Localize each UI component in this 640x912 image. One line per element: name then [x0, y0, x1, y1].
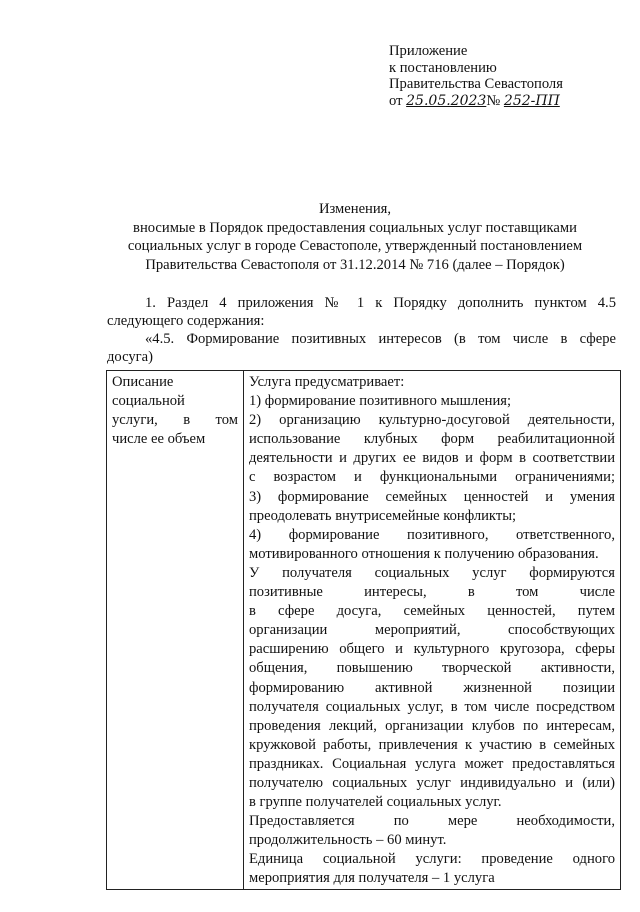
label-line-2: социальной	[112, 393, 185, 410]
paragraph-1	[107, 295, 616, 330]
text-line: использование клубных форм реабилитационной	[249, 431, 615, 448]
text-line: с возрастом и функциональными ограничениями;	[249, 469, 615, 486]
paragraph-2	[107, 331, 616, 366]
text-line: Услуга предусматривает:	[249, 374, 405, 390]
text-line: формированию активной жизненной позиции	[249, 679, 615, 696]
text-line: получателю социальных услуг индивидуально и (или)	[249, 774, 615, 791]
label-line-4: числе ее объем	[112, 431, 206, 448]
text-line: Единица социальной услуги: проведение одного	[249, 851, 615, 868]
table-row	[107, 371, 621, 890]
handwritten-date: 25.05.2023	[406, 92, 487, 109]
title-line-1: вносимые в Порядок предоставления социальных услуг поставщиками	[133, 219, 577, 236]
text-line: расширению общего и культурного кругозора, сферы	[249, 641, 615, 658]
title-line-3: Правительства Севастополя от 31.12.2014 № 716 (далее – Порядок)	[145, 256, 565, 273]
text-line: 2) организацию культурно-досуговой деятельности,	[249, 412, 615, 429]
text-line: мероприятия для получателя – 1 услуга	[249, 870, 495, 887]
title-line-2: социальных услуг в городе Севастополе, утвержденный постановлением	[127, 238, 583, 254]
paragraph-1-line-1: 1. Раздел 4 приложения № 1 к Порядку дополнить пунктом 4.5	[145, 295, 616, 311]
text-line: У получателя социальных услуг формируются	[249, 564, 615, 581]
text-line: 1) формирование позитивного мышления;	[249, 393, 512, 410]
number-sign: №	[486, 92, 501, 109]
document-title	[100, 200, 610, 274]
appendix-line-3: Правительства Севастополя	[389, 76, 563, 92]
appendix-line-1: Приложение	[389, 43, 468, 59]
service-table	[106, 370, 621, 890]
label-line-3: услуги, в том	[112, 412, 238, 429]
text-line: кружковой работы, привлечения к участию в семейных	[249, 736, 615, 753]
appendix-from: от	[389, 92, 403, 109]
paragraph-2-line-2: досуга)	[107, 348, 153, 365]
service-description-label	[107, 371, 244, 890]
title-heading: Изменения,	[318, 201, 392, 217]
text-line: общения, повышению творческой активности,	[249, 660, 615, 677]
text-line: получателя социальных услуг, в том числе посредством	[249, 698, 615, 715]
appendix-line-4	[389, 93, 629, 110]
paragraph-2-line-1: «4.5. Формирование позитивных интересов (в том числе в сфере	[145, 331, 616, 347]
text-line: Предоставляется по мере необходимости,	[249, 813, 615, 830]
service-description-text	[244, 371, 621, 890]
text-line: организации мероприятий, способствующих	[249, 622, 615, 639]
paragraph-1-line-2: следующего содержания:	[107, 312, 265, 329]
text-line: преодолевать внутрисемейные конфликты;	[249, 507, 517, 524]
text-line: мотивированного отношения к получению образования.	[249, 545, 599, 562]
text-line: 4) формирование позитивного, ответственного,	[249, 526, 615, 543]
label-line-1: Описание	[112, 374, 174, 390]
text-line: позитивные интересы, в том числе	[249, 584, 615, 601]
handwritten-number: 252-ПП	[503, 92, 560, 109]
text-line: праздниках. Социальная услуга может предоставляться	[249, 755, 615, 772]
text-line: в сфере досуга, семейных ценностей, путем	[249, 603, 615, 620]
text-line: проведения лекций, организации клубов по интересам,	[249, 717, 615, 734]
appendix-block	[389, 43, 629, 109]
text-line: 3) формирование семейных ценностей и умения	[249, 488, 615, 505]
text-line: деятельности и других ее видов и форм в соответствии	[249, 450, 615, 467]
appendix-line-2: к постановлению	[389, 59, 497, 76]
text-line: продолжительность – 60 минут.	[249, 832, 447, 849]
text-line: в группе получателей социальных услуг.	[249, 794, 502, 811]
